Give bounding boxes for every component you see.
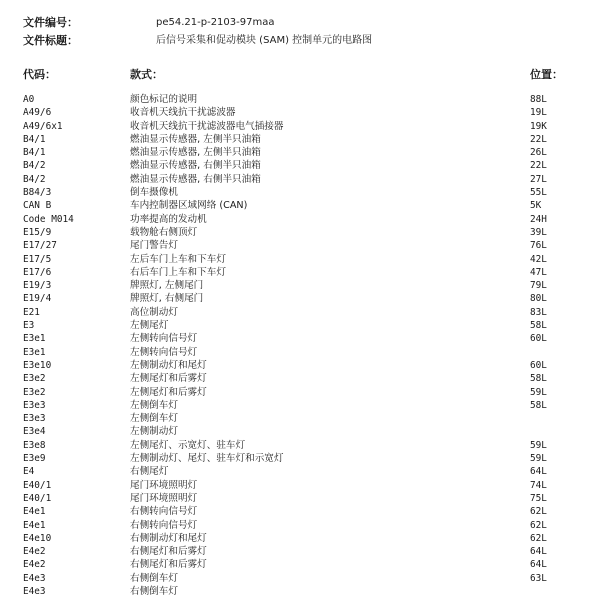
row-code: E4e2 <box>23 559 46 571</box>
row-position: 62L <box>530 506 547 518</box>
row-position: 47L <box>530 266 547 278</box>
doc-title-value: 后信号采集和促动模块 (SAM) 控制单元的电路图 <box>156 35 373 46</box>
row-position: 22L <box>530 133 547 145</box>
table-row <box>0 452 603 465</box>
row-position: 58L <box>530 399 547 411</box>
row-position: 19L <box>530 107 547 119</box>
table-row <box>0 412 603 425</box>
row-position: 59L <box>530 386 547 398</box>
row-description: 尾门警告灯 <box>130 240 178 252</box>
row-description: 右侧转向信号灯 <box>130 519 198 531</box>
row-description: 尾门环境照明灯 <box>130 492 198 504</box>
row-code: E17/6 <box>23 266 52 278</box>
row-description: 右侧倒车灯 <box>130 572 178 584</box>
row-description: 燃油显示传感器, 右侧半只油箱 <box>130 160 261 172</box>
row-position: 58L <box>530 373 547 385</box>
row-description: 右侧尾灯 <box>130 466 169 478</box>
row-position: 58L <box>530 320 547 332</box>
column-header-position: 位置： <box>530 68 563 81</box>
row-position: 64L <box>530 546 547 558</box>
row-position: 62L <box>530 532 547 544</box>
row-description: 倒车摄像机 <box>130 187 178 199</box>
row-code: E17/27 <box>23 240 57 252</box>
row-description: 载物舱右侧顶灯 <box>130 226 198 238</box>
row-position: 74L <box>530 479 547 491</box>
row-position: 27L <box>530 173 547 185</box>
row-code: E3e2 <box>23 373 46 385</box>
row-code: B84/3 <box>23 187 52 199</box>
row-description: 左侧转向信号灯 <box>130 346 198 358</box>
table-row <box>0 425 603 438</box>
row-code: E4e3 <box>23 572 46 584</box>
row-code: E4e1 <box>23 506 46 518</box>
row-description: 右侧转向信号灯 <box>130 506 198 518</box>
table-row <box>0 359 603 372</box>
row-position: 19K <box>530 120 547 132</box>
table-row <box>0 492 603 505</box>
table-row <box>0 519 603 532</box>
row-position: 75L <box>530 492 547 504</box>
row-position: 59L <box>530 439 547 451</box>
row-code: E3e1 <box>23 333 46 345</box>
table-row <box>0 465 603 478</box>
row-position: 22L <box>530 160 547 172</box>
row-description: 左后车门上车和下车灯 <box>130 253 226 265</box>
row-description: 燃油显示传感器, 右侧半只油箱 <box>130 173 261 185</box>
table-row <box>0 585 603 598</box>
row-position: 5K <box>530 200 542 212</box>
row-code: E21 <box>23 306 40 318</box>
table-row <box>0 558 603 571</box>
row-position: 24H <box>530 213 547 225</box>
row-description: 左侧倒车灯 <box>130 413 178 425</box>
table-row <box>0 292 603 305</box>
row-description: 功率提高的发动机 <box>130 213 207 225</box>
row-description: 左侧制动灯和尾灯 <box>130 359 207 371</box>
table-row <box>0 199 603 212</box>
table-row <box>0 346 603 359</box>
table-row <box>0 399 603 412</box>
table-row <box>0 545 603 558</box>
table-row <box>0 146 603 159</box>
table-row <box>0 239 603 252</box>
row-position: 88L <box>530 94 547 105</box>
row-description: 左侧尾灯 <box>130 320 169 332</box>
doc-title-label: 文件标题： <box>23 34 78 47</box>
column-header-model: 款式： <box>130 68 163 81</box>
row-code: CAN B <box>23 200 52 212</box>
table-row <box>0 133 603 146</box>
table-row <box>0 173 603 186</box>
table-row <box>0 439 603 452</box>
table-row <box>0 372 603 385</box>
table-row <box>0 226 603 239</box>
table-row <box>0 505 603 518</box>
table-row <box>0 186 603 199</box>
row-description: 右后车门上车和下车灯 <box>130 266 226 278</box>
row-description: 右侧制动灯和尾灯 <box>130 532 207 544</box>
row-code: B4/1 <box>23 133 46 145</box>
row-position: 39L <box>530 226 547 238</box>
row-code: B4/2 <box>23 160 46 172</box>
row-description: 右侧尾灯和后雾灯 <box>130 546 207 558</box>
row-code: E3e10 <box>23 359 52 371</box>
row-description: 左侧转向信号灯 <box>130 333 198 345</box>
row-position: 55L <box>530 187 547 199</box>
table-row <box>0 279 603 292</box>
row-description: 燃油显示传感器, 左侧半只油箱 <box>130 147 261 159</box>
component-list <box>0 93 603 598</box>
row-code: E3e3 <box>23 399 46 411</box>
table-row <box>0 159 603 172</box>
row-position: 63L <box>530 572 547 584</box>
row-code: E19/3 <box>23 280 52 292</box>
row-description: 左侧尾灯和后雾灯 <box>130 386 207 398</box>
row-description: 左侧制动灯 <box>130 426 178 438</box>
row-position: 76L <box>530 240 547 252</box>
column-header-code: 代码： <box>23 68 56 81</box>
row-code: E4e3 <box>23 585 46 597</box>
table-row <box>0 106 603 119</box>
row-code: E15/9 <box>23 226 52 238</box>
row-description: 牌照灯, 左侧尾门 <box>130 280 204 292</box>
row-code: E3e1 <box>23 346 46 358</box>
row-description: 收音机天线抗干扰滤波器电气插接器 <box>130 120 284 132</box>
row-position: 42L <box>530 253 547 265</box>
row-description: 收音机天线抗干扰滤波器 <box>130 107 236 119</box>
row-code: E40/1 <box>23 492 52 504</box>
row-description: 高位制动灯 <box>130 306 178 318</box>
row-code: E4e10 <box>23 532 52 544</box>
row-position: 80L <box>530 293 547 305</box>
row-description: 燃油显示传感器, 左侧半只油箱 <box>130 133 261 145</box>
row-position: 64L <box>530 466 547 478</box>
row-code: E4e1 <box>23 519 46 531</box>
row-position: 59L <box>530 453 547 465</box>
table-row <box>0 386 603 399</box>
doc-number-value: pe54.21-p-2103-97maa <box>156 17 275 28</box>
table-row <box>0 253 603 266</box>
row-description: 尾门环境照明灯 <box>130 479 198 491</box>
row-code: E4e2 <box>23 546 46 558</box>
row-position: 79L <box>530 280 547 292</box>
row-code: B4/2 <box>23 173 46 185</box>
row-description: 左侧制动灯、尾灯、驻车灯和示宽灯 <box>130 453 284 465</box>
row-description: 车内控制器区域网络 (CAN) <box>130 200 248 212</box>
row-position: 60L <box>530 359 547 371</box>
row-code: E4 <box>23 466 35 478</box>
row-code: A49/6x1 <box>23 120 63 132</box>
row-code: A0 <box>23 94 35 105</box>
row-description: 颜色标记的说明 <box>130 94 198 105</box>
table-row <box>0 93 603 106</box>
row-code: Code M014 <box>23 213 74 225</box>
row-code: E3e9 <box>23 453 46 465</box>
row-code: A49/6 <box>23 107 52 119</box>
table-row <box>0 532 603 545</box>
row-description: 左侧尾灯、示宽灯、驻车灯 <box>130 439 246 451</box>
row-description: 牌照灯, 右侧尾门 <box>130 293 204 305</box>
table-row <box>0 213 603 226</box>
row-description: 右侧倒车灯 <box>130 585 178 597</box>
row-code: E3e3 <box>23 413 46 425</box>
table-row <box>0 306 603 319</box>
row-description: 右侧尾灯和后雾灯 <box>130 559 207 571</box>
table-row <box>0 332 603 345</box>
row-code: B4/1 <box>23 147 46 159</box>
row-code: E17/5 <box>23 253 52 265</box>
row-description: 左侧尾灯和后雾灯 <box>130 373 207 385</box>
row-code: E40/1 <box>23 479 52 491</box>
row-code: E3e2 <box>23 386 46 398</box>
row-code: E19/4 <box>23 293 52 305</box>
table-row <box>0 479 603 492</box>
row-position: 62L <box>530 519 547 531</box>
row-position: 64L <box>530 559 547 571</box>
row-position: 26L <box>530 147 547 159</box>
row-position: 83L <box>530 306 547 318</box>
doc-number-label: 文件编号： <box>23 16 78 29</box>
row-position: 60L <box>530 333 547 345</box>
table-row <box>0 319 603 332</box>
table-row <box>0 572 603 585</box>
row-description: 左侧倒车灯 <box>130 399 178 411</box>
row-code: E3e8 <box>23 439 46 451</box>
row-code: E3 <box>23 320 35 332</box>
row-code: E3e4 <box>23 426 46 438</box>
table-row <box>0 120 603 133</box>
table-row <box>0 266 603 279</box>
